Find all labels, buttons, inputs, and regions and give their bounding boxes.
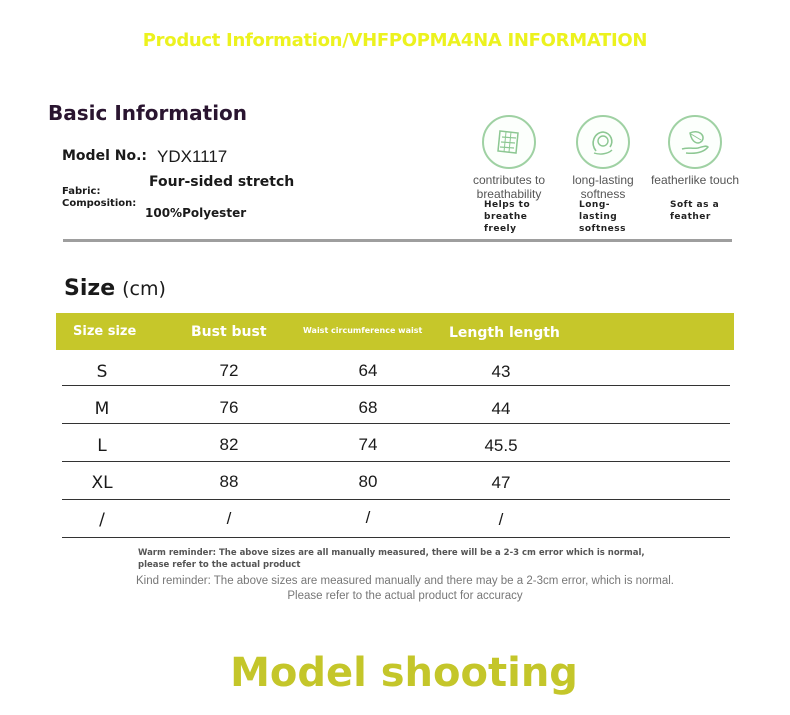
row-divider bbox=[62, 423, 730, 424]
row-divider bbox=[62, 385, 730, 386]
model-number-value: YDX1117 bbox=[157, 147, 228, 166]
header-length: Length length bbox=[449, 325, 560, 341]
breathability-icon bbox=[482, 115, 536, 169]
feature-name: contributes to breathability bbox=[472, 173, 546, 201]
cell-size: XL bbox=[91, 473, 113, 493]
cell-bust: / bbox=[226, 509, 232, 528]
fabric-value: Four-sided stretch bbox=[149, 174, 295, 190]
kind-reminder-line2: Please refer to the actual product for accuracy bbox=[287, 590, 523, 602]
header-bust: Bust bust bbox=[191, 324, 267, 340]
warm-reminder: Warm reminder: The above sizes are all manually measured, there will be a 2-3 cm error which is normal, please refer to the actual product bbox=[138, 548, 645, 570]
section-divider bbox=[63, 239, 732, 242]
cell-waist: 68 bbox=[358, 398, 378, 417]
feature-softness bbox=[553, 115, 653, 234]
cell-length: 44 bbox=[491, 399, 511, 418]
cell-bust: 88 bbox=[219, 472, 239, 491]
model-shooting-title: Model shooting bbox=[230, 650, 578, 696]
cell-size: L bbox=[97, 436, 107, 456]
cell-bust: 72 bbox=[219, 361, 239, 380]
feature-breathability bbox=[459, 115, 559, 234]
model-number-label: Model No.: bbox=[62, 148, 147, 164]
softness-icon bbox=[576, 115, 630, 169]
cell-length: / bbox=[498, 510, 504, 529]
size-title bbox=[64, 276, 166, 301]
row-divider bbox=[62, 461, 730, 462]
cell-bust: 76 bbox=[219, 398, 239, 417]
cell-waist: 64 bbox=[358, 361, 378, 380]
fabric-composition-labels bbox=[62, 186, 136, 210]
composition-label: Composition: bbox=[62, 198, 137, 209]
kind-reminder-line1: Kind reminder: The above sizes are measured manually and there may be a 2-3cm error, which is normal. bbox=[136, 575, 674, 587]
cell-waist: / bbox=[365, 508, 371, 527]
page-header-title: Product Information/VHFPOPMA4NA INFORMATION bbox=[142, 30, 648, 51]
feature-touch bbox=[645, 115, 745, 222]
cell-length: 47 bbox=[491, 473, 511, 492]
cell-waist: 80 bbox=[358, 472, 378, 491]
cell-size: M bbox=[94, 399, 110, 419]
size-title-text: Size bbox=[64, 276, 116, 301]
header-waist: Waist circumference waist bbox=[303, 326, 423, 335]
size-table-header bbox=[56, 313, 734, 350]
size-unit: (cm) bbox=[122, 278, 166, 300]
kind-reminder bbox=[100, 574, 710, 604]
feature-desc: Helps to breathe freely bbox=[484, 200, 531, 234]
cell-length: 45.5 bbox=[484, 436, 518, 455]
feature-desc: Long- lasting softness bbox=[579, 200, 626, 234]
composition-value: 100%Polyester bbox=[145, 206, 247, 220]
row-divider bbox=[62, 537, 730, 538]
feature-name: long-lasting softness bbox=[572, 173, 634, 201]
cell-bust: 82 bbox=[219, 435, 239, 454]
fabric-label: Fabric: bbox=[62, 186, 101, 197]
feather-icon bbox=[668, 115, 722, 169]
row-divider bbox=[62, 499, 730, 500]
cell-size: / bbox=[99, 510, 105, 530]
cell-size: S bbox=[96, 362, 108, 382]
header-size: Size size bbox=[73, 324, 137, 339]
feature-name: featherlike touch bbox=[650, 173, 740, 187]
cell-waist: 74 bbox=[358, 435, 378, 454]
feature-desc: Soft as a feather bbox=[670, 200, 720, 222]
basic-info-title: Basic Information bbox=[48, 101, 248, 125]
cell-length: 43 bbox=[491, 362, 511, 381]
